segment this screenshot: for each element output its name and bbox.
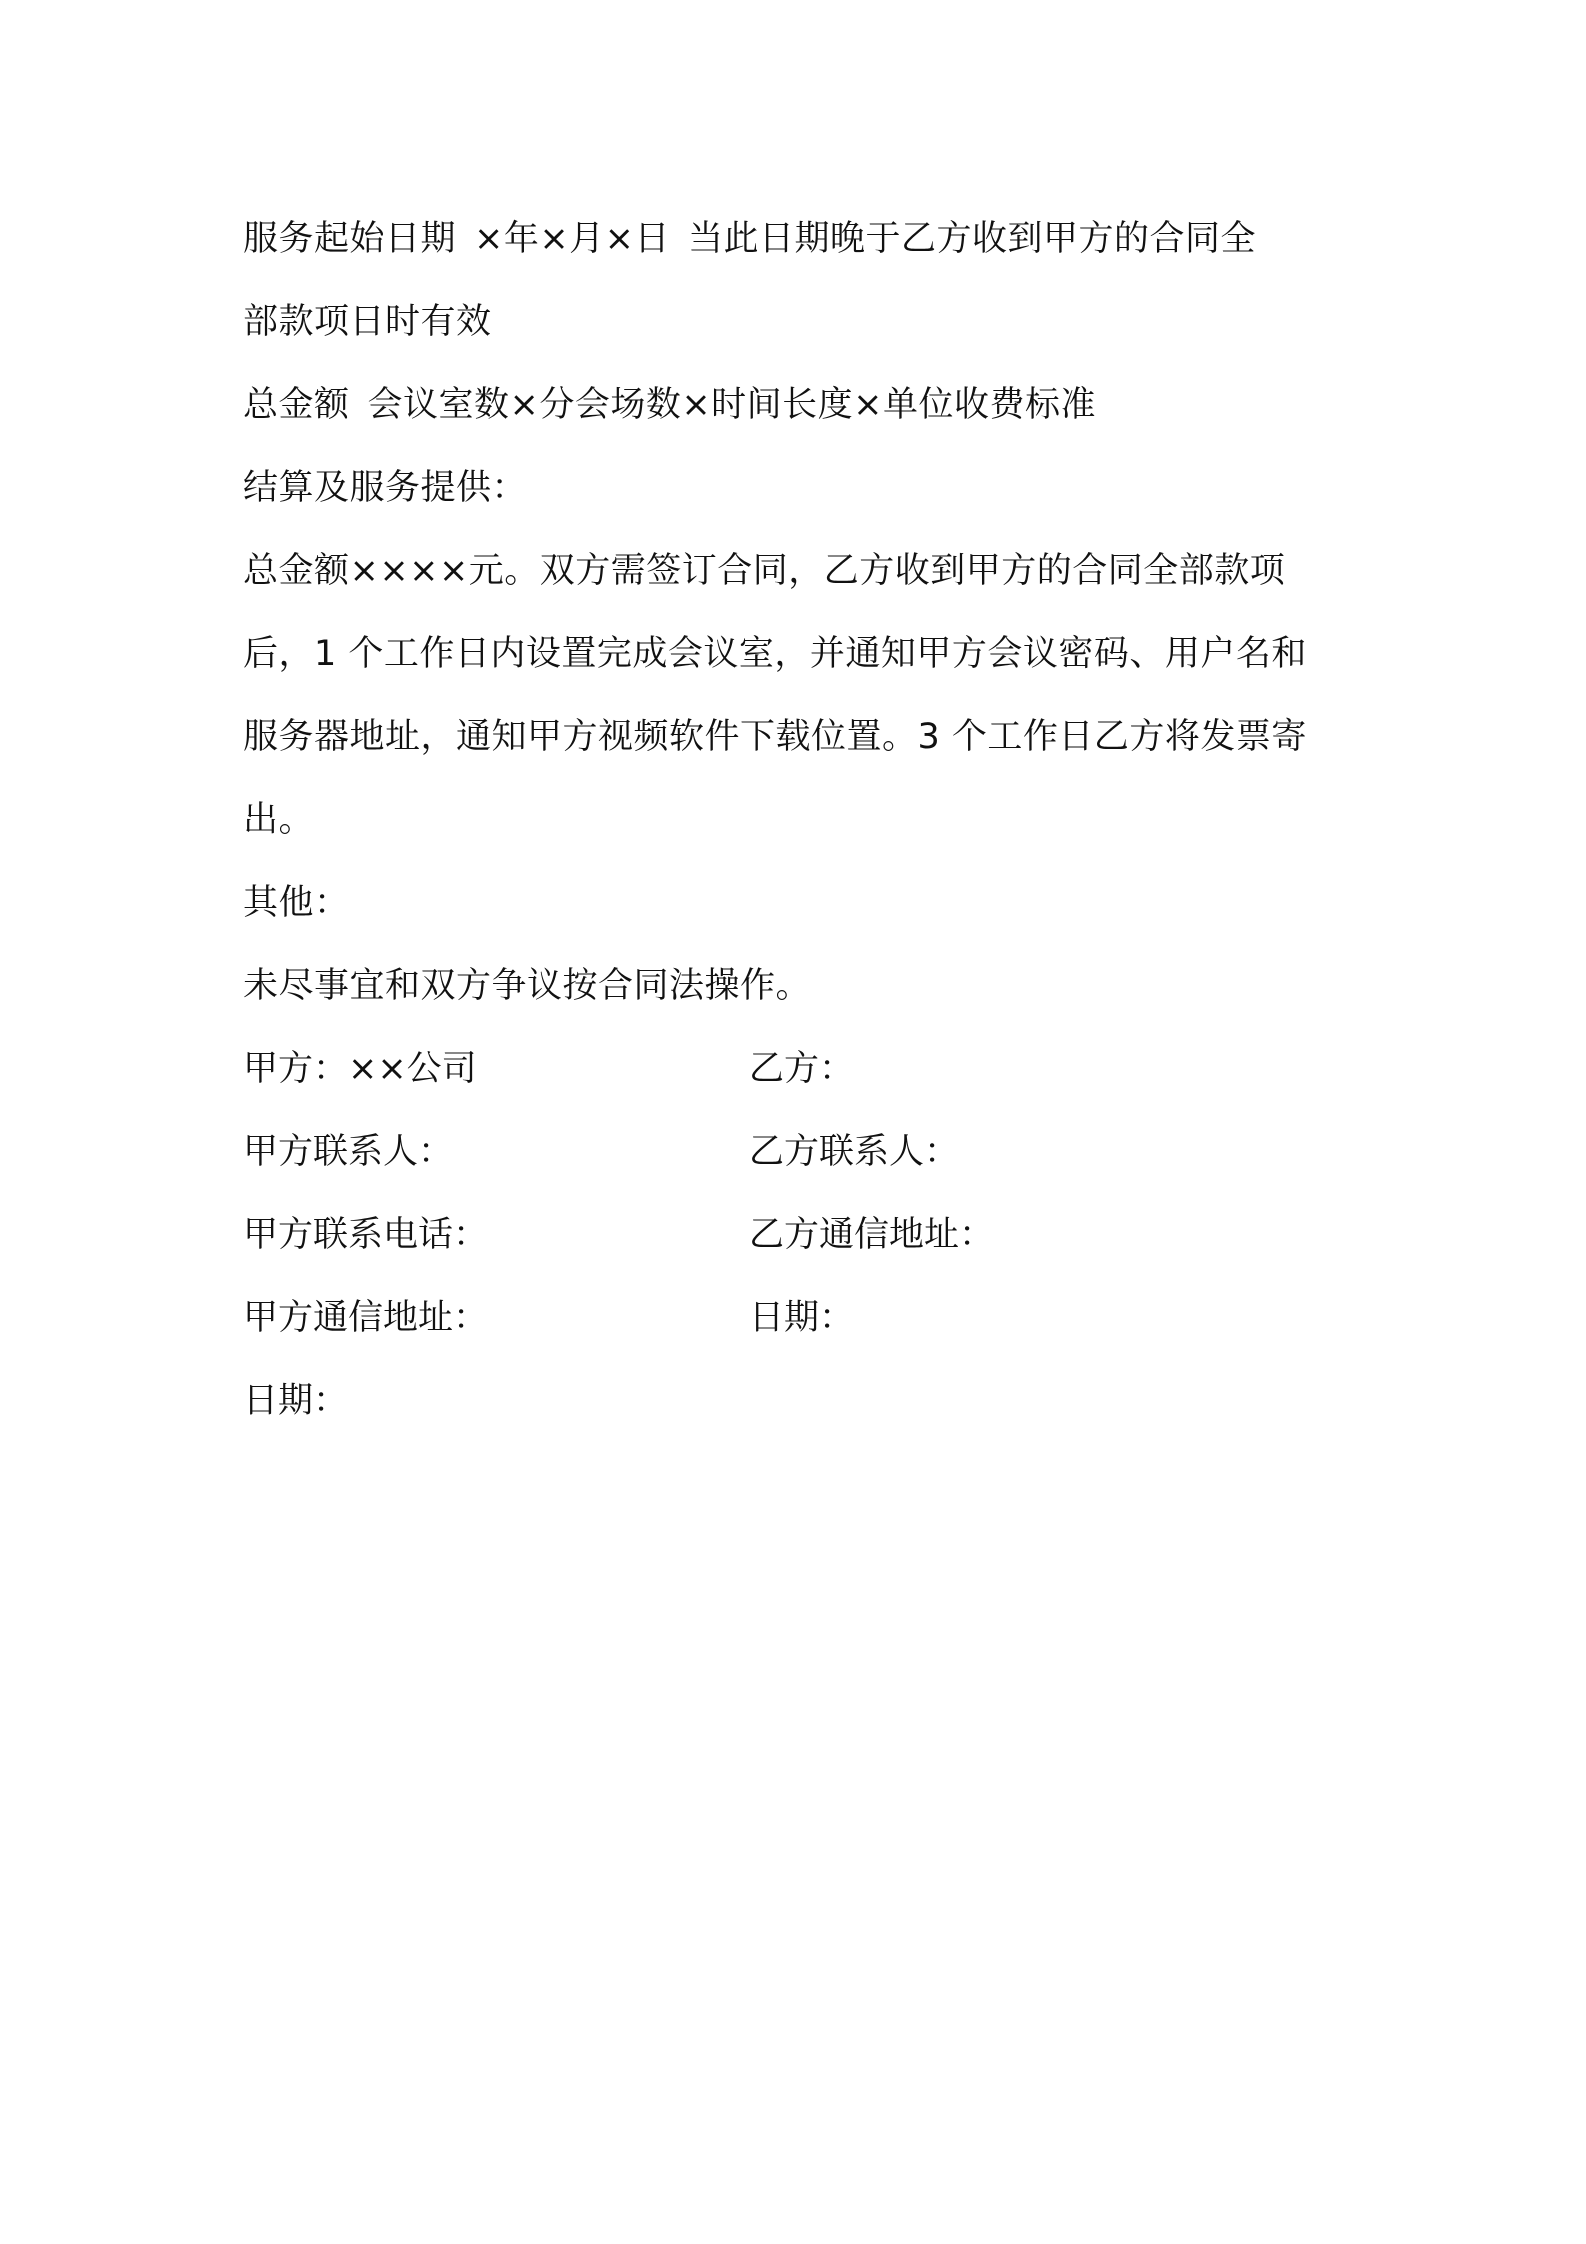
signature-row	[243, 1111, 1353, 1194]
service-start-date: ×年×月×日	[474, 219, 670, 259]
party-a-contact: 甲方联系人：	[243, 1132, 454, 1172]
settlement-paragraph-line: 服务器地址，通知甲方视频软件下载位置。3 个工作日乙方将发票寄	[243, 717, 1307, 757]
other-heading: 其他：	[243, 883, 350, 923]
party-a-phone: 甲方联系电话：	[243, 1215, 489, 1255]
party-b-date: 日期：	[749, 1298, 855, 1338]
party-b-company: 乙方：	[749, 1049, 855, 1089]
other-text: 未尽事宜和双方争议按合同法操作。	[243, 966, 812, 1006]
party-a-date: 日期：	[243, 1381, 349, 1421]
total-amount-line	[243, 364, 1353, 447]
service-start-note: 当此日期晚于乙方收到甲方的合同全	[688, 219, 1257, 259]
party-b-contact: 乙方联系人：	[749, 1132, 960, 1172]
service-start-note-continued: 部款项日时有效	[243, 302, 492, 342]
settlement-paragraph-line: 总金额××××元。双方需签订合同，乙方收到甲方的合同全部款项	[243, 551, 1286, 591]
settlement-paragraph-line: 出。	[243, 800, 315, 840]
signature-row	[243, 1194, 1353, 1277]
signature-row	[243, 1028, 1353, 1111]
service-start-label: 服务起始日期	[243, 219, 457, 259]
party-b-address: 乙方通信地址：	[749, 1215, 995, 1255]
signature-row	[243, 1277, 1353, 1360]
total-amount-formula: 会议室数×分会场数×时间长度×单位收费标准	[367, 385, 1096, 425]
service-start-line	[243, 198, 1353, 281]
settlement-heading: 结算及服务提供：	[243, 468, 528, 508]
party-a-company: 甲方：××公司	[243, 1049, 477, 1089]
settlement-paragraph-line: 后，1 个工作日内设置完成会议室，并通知甲方会议密码、用户名和	[243, 634, 1307, 674]
total-amount-label: 总金额	[243, 385, 350, 425]
party-a-address: 甲方通信地址：	[243, 1298, 489, 1338]
signature-row	[243, 1360, 1353, 1443]
contract-body	[243, 198, 1353, 1443]
